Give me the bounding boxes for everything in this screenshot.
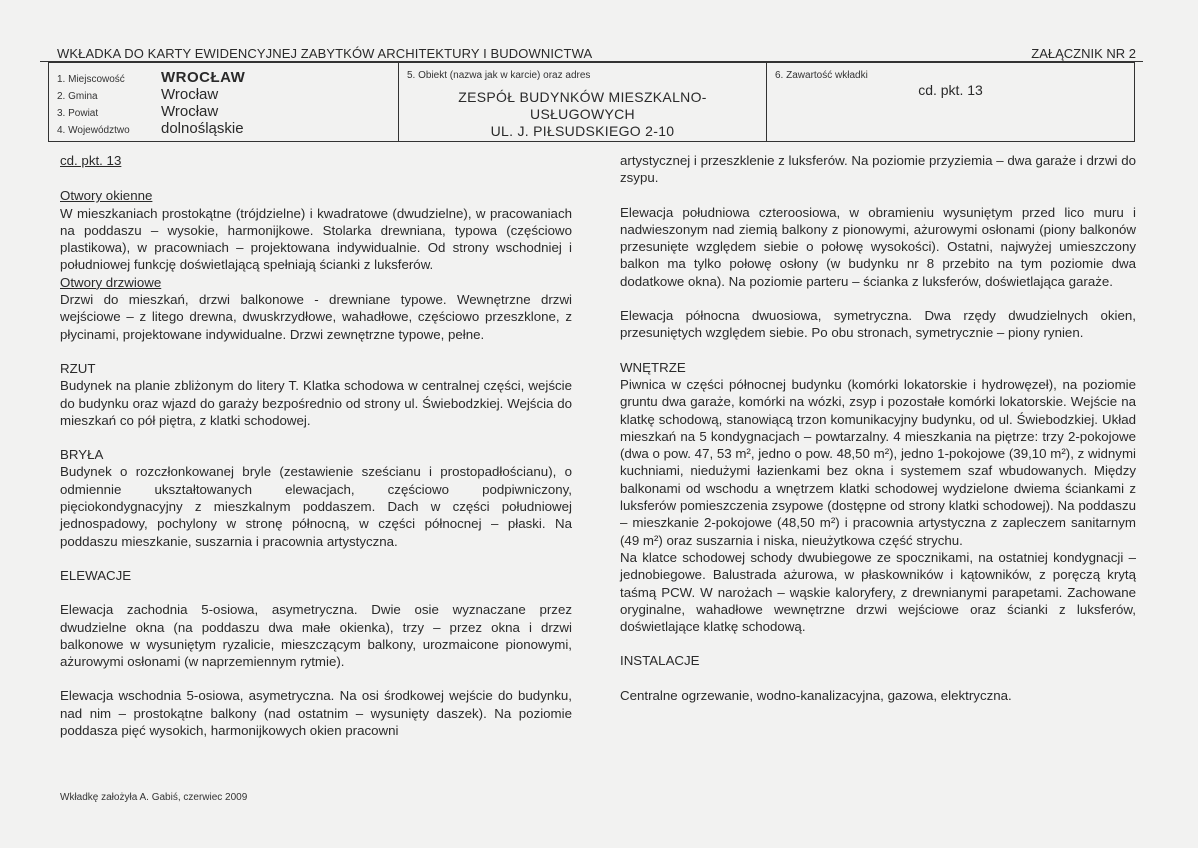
county-value: Wrocław [161,103,219,120]
installations-text: Centralne ogrzewanie, wodno-kanalizacyjna, gazowa, elektryczna. [620,687,1012,703]
elevation-east-continued: artystycznej i przeszklenie z luksferów. Na poziomie przyziemia – dwa garaże i drzwi do zsypu. [620,153,1136,186]
windows-text: W mieszkaniach prostokątne (trójdzielne) i kwadratowe (dwudzielne), w pracowaniach na poddaszu – wysokie, harmonijkowe. Stolarka drewniana, typowa (częściowo plastikowa), w pracowniach – projektowana indywidualnie. Od strony wschodniej i południowej funkcję doświetlającą spełniają ścianki z luksferów. [60,205,572,273]
continuation-heading: cd. pkt. 13 [60,153,122,168]
plan-heading: RZUT [60,360,96,376]
field-label: 4. Województwo [57,125,130,136]
location-box [48,62,399,142]
voivodeship-value: dolnośląskie [161,120,244,137]
field-label: 3. Powiat [57,108,99,119]
document-title: WKŁADKA DO KARTY EWIDENCYJNEJ ZABYTKÓW ARCHITEKTURY I BUDOWNICTWA [57,46,593,61]
object-box [398,62,767,142]
attachment-number: ZAŁĄCZNIK NR 2 [1031,46,1136,61]
object-name-line-1: ZESPÓŁ BUDYNKÓW MIESZKALNO- [458,89,707,105]
contents-box [766,62,1135,142]
interior-text-1: Piwnica w części północnej budynku (komórki lokatorskie i hydrowęzeł), na poziomie gruntu dwa garaże, komórki na wózki, zsyp i pozostałe komórki lokatorskie. Wejście na klatkę schodową, stanowiącą trzon komunikacyjny budynku, od ul. Świebodzkiej. Układ mieszkań na 5 kondygnacjach – powtarzalny. 4 mieszkania na piętrze: trzy 2-pokojowe (dwa o pow. 47, 53 m², jedno o pow. 48,50 m²), jedno 1-pokojowe (39,10 m²), z widnymi kuchniami, niedużymi łazienkami bez okna i systemem szaf wbudowanych. Między balkonami od wschodu a wnętrzem klatki schodowej wydzielone dwiema ściankami z luksferów pomieszczenia zsypowe (dostępne od strony klatki schodowej). Na poddaszu – mieszkanie 2-pokojowe (48,50 m²) i pracownia artystyczna z zapleczem sanitarnym (49 m²) oraz suszarnia i niska, nieużytkowa część strychu. [620,376,1136,548]
elevation-north-text: Elewacja północna dwuosiowa, symetryczna. Dwa rzędy dwudzielnych okien, przesuniętych względem siebie. Po obu stronach, symetrycznie – piony rynien. [620,308,1136,341]
field-label: 2. Gmina [57,91,98,102]
elevation-west-text: Elewacja zachodnia 5-osiowa, asymetryczna. Dwie osie wyznaczane przez dwudzielne okna (na poddaszu dwa małe okienka), trzy – przez okna i drzwi balkonowe w wysuniętym ryzalicie, mieszczącym balkony, urozmaicone pionowymi, ażurowymi osłonami (w naprzemiennym rytmie). [60,602,572,670]
contents-value: cd. pkt. 13 [918,82,983,98]
doors-text: Drzwi do mieszkań, drzwi balkonowe - drewniane typowe. Wewnętrzne drzwi wejściowe – z litego drewna, dwuskrzydłowe, wahadłowe, częściowo przeszklone, z płycinami, projektowane indywidualne. Drzwi zewnętrzne typowe, pełne. [60,292,572,342]
interior-heading: WNĘTRZE [620,359,686,375]
installations-heading: INSTALACJE [620,653,700,669]
location-row [57,86,245,103]
elevation-east-text: Elewacja wschodnia 5-osiowa, asymetryczna. Na osi środkowej wejście do budynku, nad nim – prostokątne balkony (nad ostatnim – wysunięty daszek). Na poziomie poddasza pięć wysokich, harmonijkowych okien pracowni [60,688,572,739]
elevation-south-text: Elewacja południowa czteroosiowa, w obramieniu wysuniętym przed lico muru i nadwieszonym nad ziemią balkony z pionowymi, ażurowymi osłonami (piony balkonów przesunięte względem siebie o połowę wysokości). Ostatni, najwyżej umieszczony balkon ma tylko połowę osłony (w budynku nr 8 przebito na tym poziomie dwa dodatkowe okna). Na poziomie parteru – ścianka z luksferów, doświetlająca garaże. [620,204,1136,289]
right-column [620,152,1136,721]
location-row [57,103,245,120]
plan-text: Budynek na planie zbliżonym do litery T. Klatka schodowa w centralnej części, wejście do budynku oraz wjazd do garaży bezpośrednio od strony ul. Świebodzkiej. Wejścia do mieszkań co pół piętra, z klatki schodowej. [60,378,572,428]
object-address: UL. J. PIŁSUDSKIEGO 2-10 [490,123,675,139]
left-column [60,152,572,756]
mass-text: Budynek o rozczłonkowanej bryle (zestawienie sześcianu i prostopadłościanu), o odmiennie ukształtowanych elewacjach, częściowo podpiwniczony, pięciokondygnacyjny z mieszkalnym poddaszem. Dach w części południowej jednospadowy, pochylony w stronę północną, w części północnej – płaski. Na poddaszu mieszkanie, suszarnia i pracownia artystyczna. [60,464,572,549]
mass-heading: BRYŁA [60,447,104,463]
interior-text-2: Na klatce schodowej schody dwubiegowe ze spocznikami, na ostatniej kondygnacji – jednobiegowe. Balustrada ażurowa, w płaskowników i kątowników, z poręczą krytą taśmą PCW. W narożach – wąskie kaloryfery, z drewnianymi parapetami. Zachowane oryginalne, wahadłowe wewnętrzne drzwi wejściowe oraz ścianki z luksferów, doświetlające klatkę schodową. [620,549,1136,635]
locality-value: WROCŁAW [161,69,246,86]
commune-value: Wrocław [161,86,219,103]
windows-heading: Otwory okienne [60,188,153,204]
location-row [57,69,245,86]
field-label: 1. Miejscowość [57,74,125,85]
elevations-heading: ELEWACJE [60,567,132,583]
location-row [57,120,245,137]
object-name-line-2: USŁUGOWYCH [530,106,635,122]
contents-label: 6. Zawartość wkładki [775,70,868,81]
object-label: 5. Obiekt (nazwa jak w karcie) oraz adres [407,70,591,81]
doors-heading: Otwory drzwiowe [60,274,162,290]
object-name [399,89,766,140]
author-footer: Wkładkę założyła A. Gabiś, czerwiec 2009 [60,792,248,803]
location-table [57,69,245,137]
